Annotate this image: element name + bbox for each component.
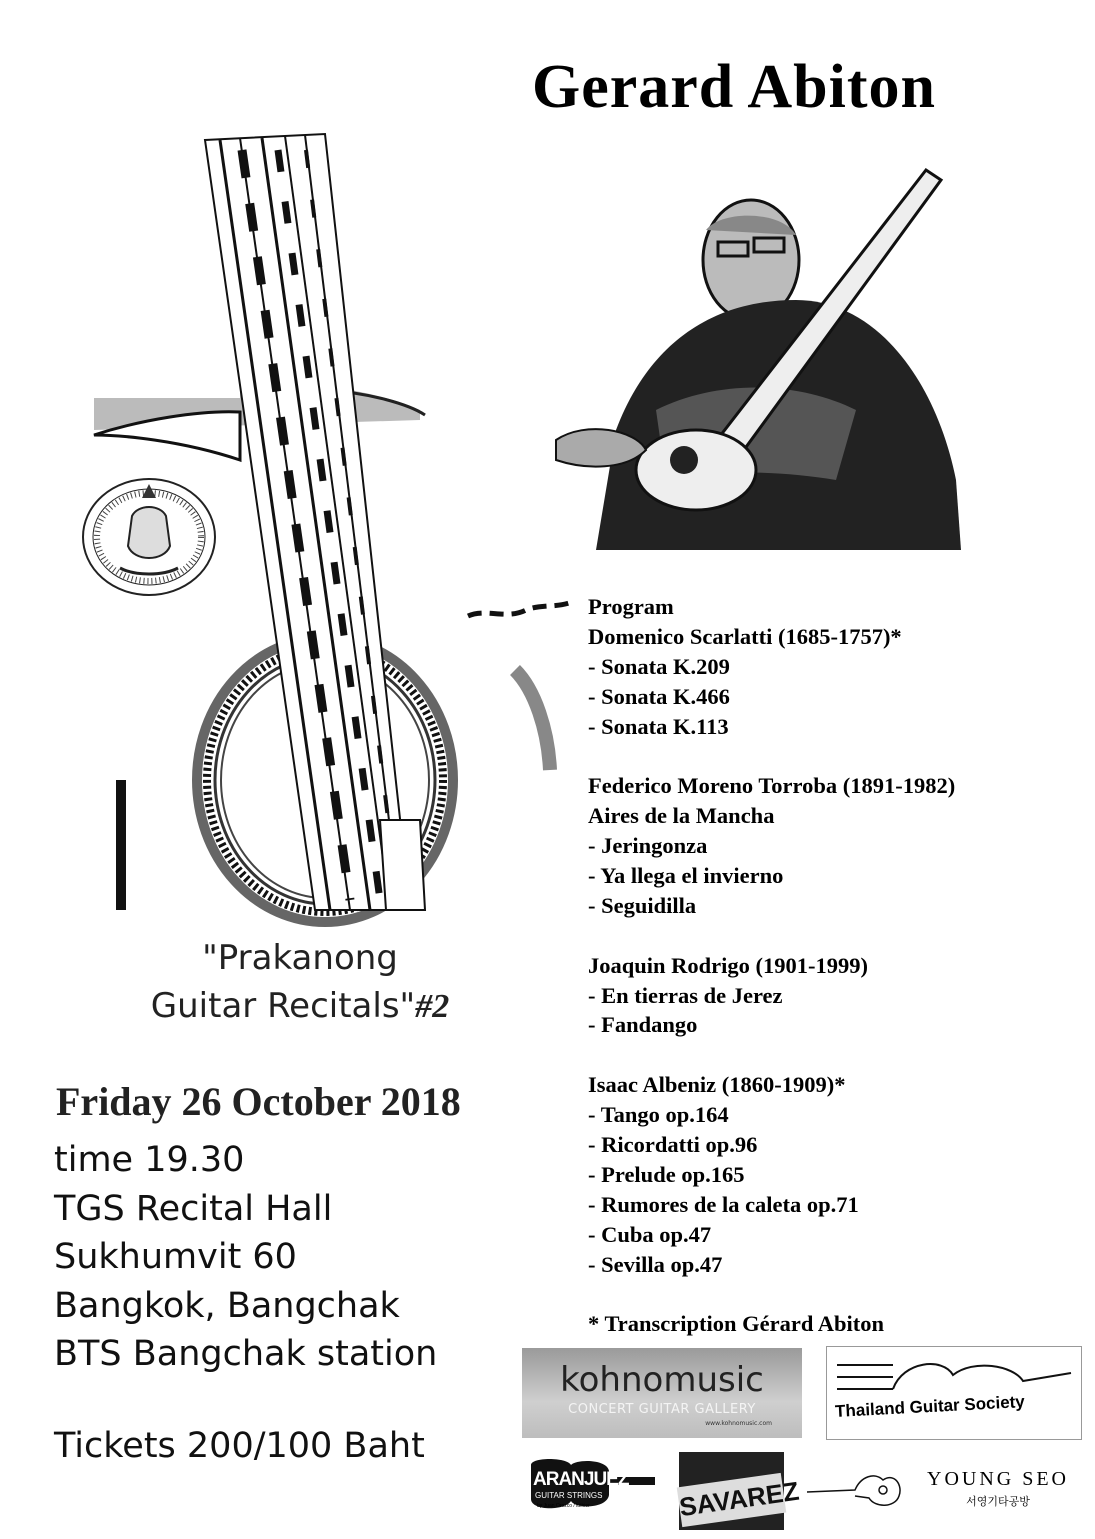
event-venue: TGS Recital Hall — [54, 1188, 333, 1229]
program-line: Program — [588, 594, 674, 619]
event-time: time 19.30 — [54, 1140, 245, 1180]
program-line: - Prelude op.165 — [588, 1161, 745, 1187]
program-line: - Sonata K.209 — [588, 653, 730, 679]
sponsor-young-seo-logo — [918, 1468, 1078, 1518]
aranjuez-by: by Juan Orozco / luthier — [537, 1503, 590, 1509]
recital-line-2: Guitar Recitals" — [150, 986, 416, 1026]
recital-number: #2 — [415, 988, 450, 1025]
event-station: BTS Bangchak station — [54, 1334, 438, 1374]
event-details — [54, 1136, 437, 1379]
program-line: - Seguidilla — [588, 892, 697, 918]
program-spacer — [588, 1279, 955, 1309]
program-line: Domenico Scarlatti (1685-1757)* — [588, 623, 902, 649]
aranjuez-sub: GUITAR STRINGS — [535, 1491, 603, 1500]
event-area: Bangkok, Bangchak — [54, 1285, 400, 1326]
guitar-outline-icon — [833, 1351, 1075, 1397]
program-line: Aires de la Mancha — [588, 803, 775, 829]
program-list — [588, 592, 955, 1339]
program-line: - Ya llega el invierno — [588, 863, 784, 889]
program-spacer — [588, 1040, 955, 1070]
program-line: - Fandango — [588, 1012, 698, 1038]
program-spacer — [588, 741, 955, 771]
sponsor-kohnomusic-logo — [522, 1348, 802, 1438]
recital-series-title — [120, 934, 480, 1031]
program-spacer — [588, 921, 955, 951]
event-street: Sukhumvit 60 — [54, 1237, 297, 1277]
sponsor-tgs-logo — [826, 1346, 1082, 1440]
program-line: Federico Moreno Torroba (1891-1982) — [588, 773, 956, 799]
sponsor-savarez-logo — [677, 1452, 801, 1530]
tgs-name: Thailand Guitar Society — [834, 1392, 1026, 1421]
event-date: Friday 26 October 2018 — [56, 1079, 461, 1124]
program-line: Joaquin Rodrigo (1901-1999) — [588, 952, 869, 978]
program-line: - Sonata K.466 — [588, 683, 730, 709]
decorative-mark — [466, 598, 576, 628]
bangkok-seal-emblem — [80, 476, 218, 598]
kohno-name: kohnomusic — [560, 1360, 764, 1400]
recital-line-2-wrap — [120, 982, 480, 1031]
program-line: - Tango op.164 — [588, 1102, 729, 1128]
sponsor-aranjuez-logo — [527, 1455, 657, 1517]
young-seo-name: YOUNG SEO — [927, 1468, 1069, 1490]
program-line: - Sonata K.113 — [588, 713, 729, 739]
program-line: - Ricordatti op.96 — [588, 1132, 758, 1158]
program-line: - Jeringonza — [588, 833, 708, 859]
program-line: - Sevilla op.47 — [588, 1251, 723, 1277]
recital-line-1: "Prakanong — [202, 938, 398, 978]
guitarist-photo — [496, 150, 966, 550]
ticket-price: Tickets 200/100 Baht — [54, 1426, 425, 1466]
performer-title: Gerard Abiton — [532, 53, 936, 121]
program-line: - Rumores de la caleta op.71 — [588, 1191, 859, 1217]
program-line: - En tierras de Jerez — [588, 982, 783, 1008]
kohno-tagline: CONCERT GUITAR GALLERY — [568, 1402, 756, 1417]
aranjuez-name: ARANJUEZ — [533, 1469, 629, 1490]
young-seo-korean: 서영기타공방 — [966, 1495, 1030, 1508]
program-line: - Cuba op.47 — [588, 1221, 712, 1247]
program-footnote: * Transcription Gérard Abiton — [588, 1311, 885, 1337]
savarez-name: SAVAREZ — [677, 1473, 787, 1527]
young-seo-guitar-doodle-icon — [805, 1466, 905, 1510]
program-line: Isaac Albeniz (1860-1909)* — [588, 1072, 846, 1098]
kohno-url: www.kohnomusic.com — [705, 1420, 772, 1427]
